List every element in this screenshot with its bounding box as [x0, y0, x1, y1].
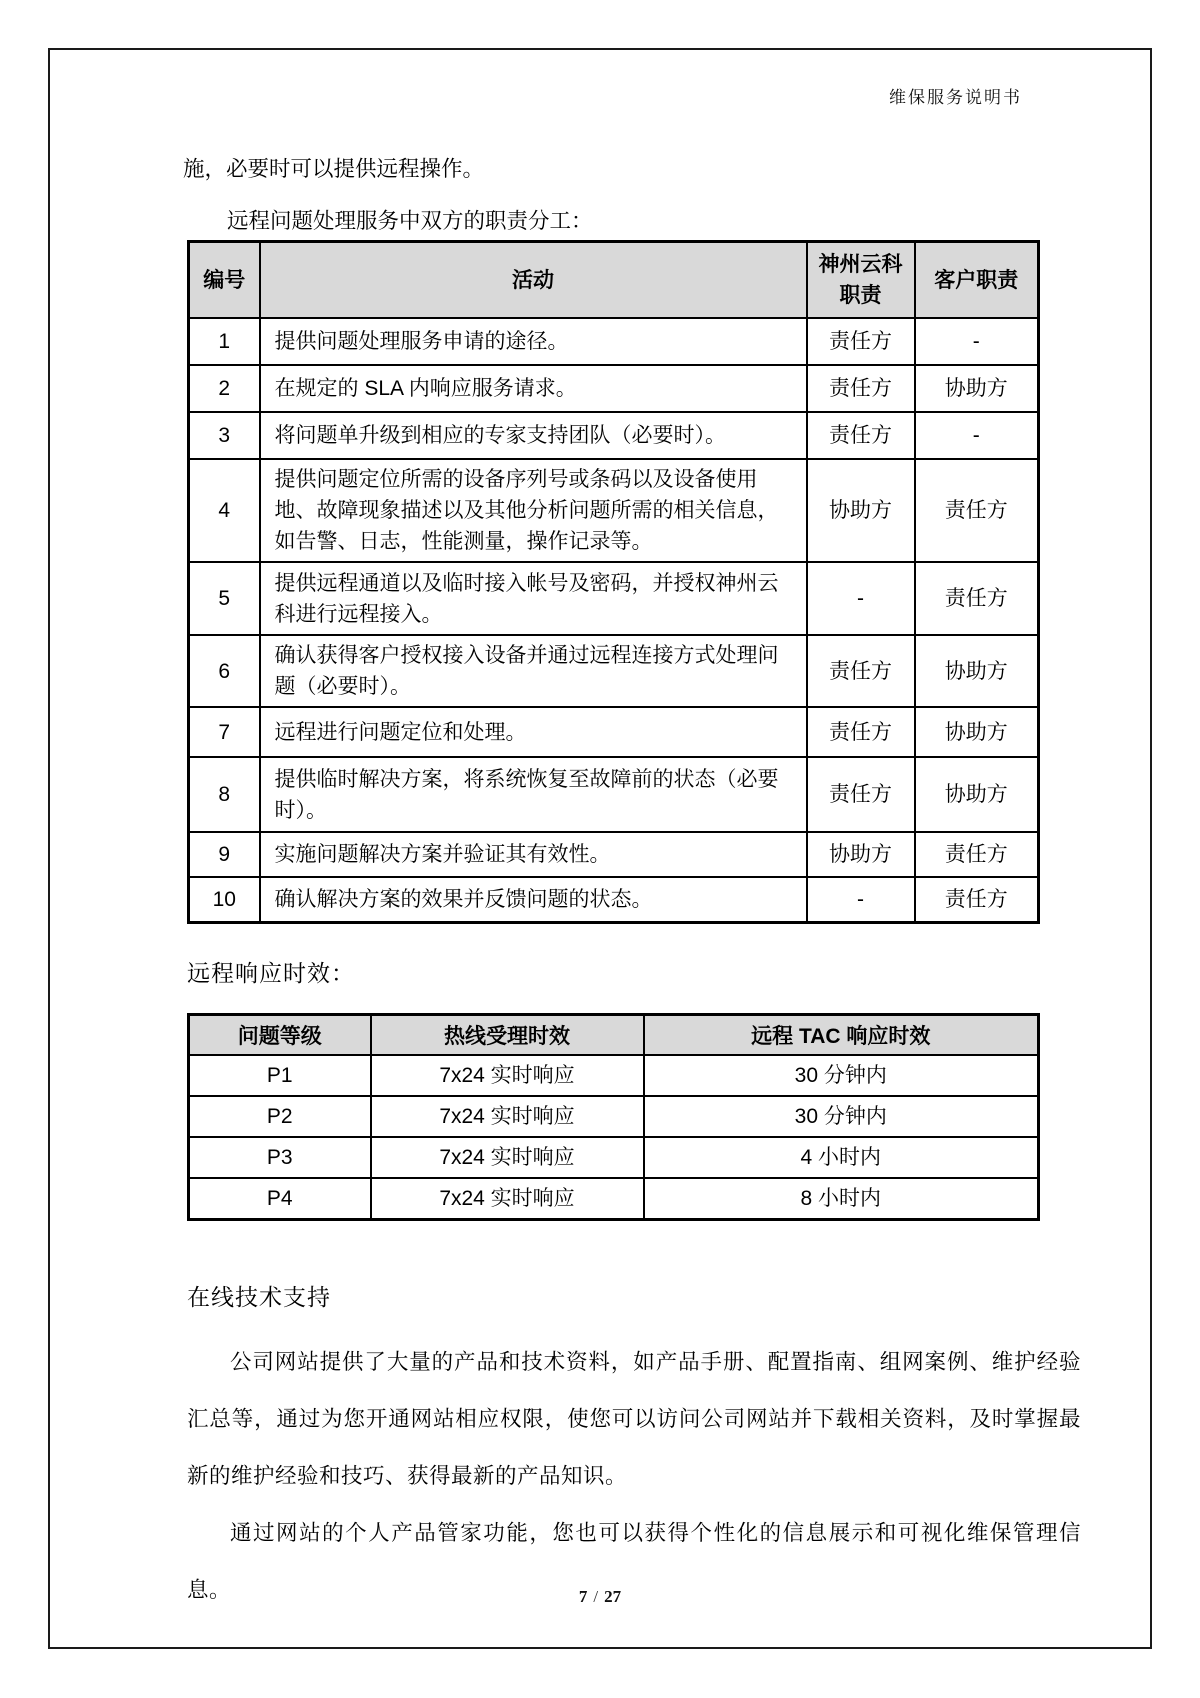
cell-hotline-sla: 7x24 实时响应 — [371, 1096, 644, 1137]
table-row — [189, 757, 1039, 832]
cell-activity: 提供远程通道以及临时接入帐号及密码，并授权神州云科进行远程接入。 — [260, 562, 807, 635]
cell-number: 1 — [189, 318, 260, 365]
cell-activity: 远程进行问题定位和处理。 — [260, 707, 807, 757]
table-row — [189, 1096, 1039, 1137]
cell-vendor-role: 责任方 — [807, 318, 915, 365]
column-header-vendor-role: 神州云科职责 — [807, 242, 915, 319]
cell-vendor-role: 责任方 — [807, 412, 915, 459]
cell-number: 5 — [189, 562, 260, 635]
online-support-paragraph-2: 通过网站的个人产品管家功能，您也可以获得个性化的信息展示和可视化维保管理信息。 — [187, 1520, 1081, 1602]
cell-activity: 在规定的 SLA 内响应服务请求。 — [260, 365, 807, 412]
cell-customer-role: 协助方 — [915, 707, 1039, 757]
sla-table-header-row — [189, 1014, 1039, 1055]
cell-customer-role: 协助方 — [915, 635, 1039, 707]
table-row — [189, 412, 1039, 459]
page-number-separator: / — [593, 1587, 599, 1606]
table-row — [189, 877, 1039, 922]
cell-customer-role: - — [915, 318, 1039, 365]
online-support-heading: 在线技术支持 — [187, 1283, 331, 1310]
cell-vendor-role: - — [807, 877, 915, 922]
column-header-hotline-sla: 热线受理时效 — [371, 1014, 644, 1055]
page-number-footer — [50, 1587, 1150, 1607]
sla-section-heading: 远程响应时效： — [187, 959, 355, 986]
cell-hotline-sla: 7x24 实时响应 — [371, 1055, 644, 1096]
table-row — [189, 832, 1039, 877]
column-header-problem-level: 问题等级 — [189, 1014, 371, 1055]
document-header-title: 维保服务说明书 — [889, 88, 1022, 107]
cell-activity: 确认解决方案的效果并反馈问题的状态。 — [260, 877, 807, 922]
cell-activity: 将问题单升级到相应的专家支持团队（必要时）。 — [260, 412, 807, 459]
cell-number: 9 — [189, 832, 260, 877]
document-body — [50, 152, 1150, 1619]
responsibility-table-header-row — [189, 242, 1039, 319]
responsibility-table-caption: 远程问题处理服务中双方的职责分工： — [227, 209, 593, 233]
total-page-count: 27 — [604, 1587, 622, 1606]
cell-vendor-role: 责任方 — [807, 635, 915, 707]
table-row — [189, 562, 1039, 635]
cell-number: 10 — [189, 877, 260, 922]
table-row — [189, 1137, 1039, 1178]
cell-vendor-role: 责任方 — [807, 707, 915, 757]
table-row — [189, 1178, 1039, 1220]
cell-customer-role: 责任方 — [915, 562, 1039, 635]
cell-number: 8 — [189, 757, 260, 832]
cell-activity: 实施问题解决方案并验证其有效性。 — [260, 832, 807, 877]
cell-vendor-role: - — [807, 562, 915, 635]
cell-problem-level: P2 — [189, 1096, 371, 1137]
cell-activity: 提供问题处理服务申请的途径。 — [260, 318, 807, 365]
cell-number: 2 — [189, 365, 260, 412]
sla-response-table — [187, 1013, 1040, 1221]
column-header-tac-sla: 远程 TAC 响应时效 — [644, 1014, 1039, 1055]
cell-tac-sla: 4 小时内 — [644, 1137, 1039, 1178]
cell-customer-role: - — [915, 412, 1039, 459]
cell-number: 4 — [189, 459, 260, 562]
table-row — [189, 318, 1039, 365]
cell-activity: 提供临时解决方案，将系统恢复至故障前的状态（必要时）。 — [260, 757, 807, 832]
column-header-number: 编号 — [189, 242, 260, 319]
cell-tac-sla: 30 分钟内 — [644, 1055, 1039, 1096]
online-support-paragraph-1: 公司网站提供了大量的产品和技术资料，如产品手册、配置指南、组网案例、维护经验汇总等，通过为您开通网站相应权限，使您可以访问公司网站并下载相关资料，及时掌握最新的维护经验和技巧、获得最新的产品知识。 — [187, 1349, 1081, 1488]
table-row — [189, 365, 1039, 412]
table-row — [189, 1055, 1039, 1096]
cell-customer-role: 协助方 — [915, 365, 1039, 412]
cell-vendor-role: 协助方 — [807, 459, 915, 562]
intro-paragraph: 施，必要时可以提供远程操作。 — [183, 157, 485, 181]
table-row — [189, 459, 1039, 562]
cell-problem-level: P4 — [189, 1178, 371, 1220]
cell-problem-level: P3 — [189, 1137, 371, 1178]
cell-customer-role: 协助方 — [915, 757, 1039, 832]
cell-hotline-sla: 7x24 实时响应 — [371, 1137, 644, 1178]
cell-customer-role: 责任方 — [915, 877, 1039, 922]
column-header-activity: 活动 — [260, 242, 807, 319]
cell-problem-level: P1 — [189, 1055, 371, 1096]
cell-customer-role: 责任方 — [915, 832, 1039, 877]
cell-activity: 提供问题定位所需的设备序列号或条码以及设备使用地、故障现象描述以及其他分析问题所需的相关信息，如告警、日志，性能测量，操作记录等。 — [260, 459, 807, 562]
cell-number: 7 — [189, 707, 260, 757]
cell-tac-sla: 8 小时内 — [644, 1178, 1039, 1220]
table-row — [189, 635, 1039, 707]
responsibility-table — [187, 240, 1040, 924]
cell-customer-role: 责任方 — [915, 459, 1039, 562]
table-row — [189, 707, 1039, 757]
cell-vendor-role: 责任方 — [807, 757, 915, 832]
cell-number: 6 — [189, 635, 260, 707]
column-header-customer-role: 客户职责 — [915, 242, 1039, 319]
page-border-frame — [48, 48, 1152, 1649]
cell-vendor-role: 责任方 — [807, 365, 915, 412]
cell-tac-sla: 30 分钟内 — [644, 1096, 1039, 1137]
cell-vendor-role: 协助方 — [807, 832, 915, 877]
cell-number: 3 — [189, 412, 260, 459]
cell-hotline-sla: 7x24 实时响应 — [371, 1178, 644, 1220]
current-page-number: 7 — [578, 1587, 588, 1606]
cell-activity: 确认获得客户授权接入设备并通过远程连接方式处理问题（必要时）。 — [260, 635, 807, 707]
